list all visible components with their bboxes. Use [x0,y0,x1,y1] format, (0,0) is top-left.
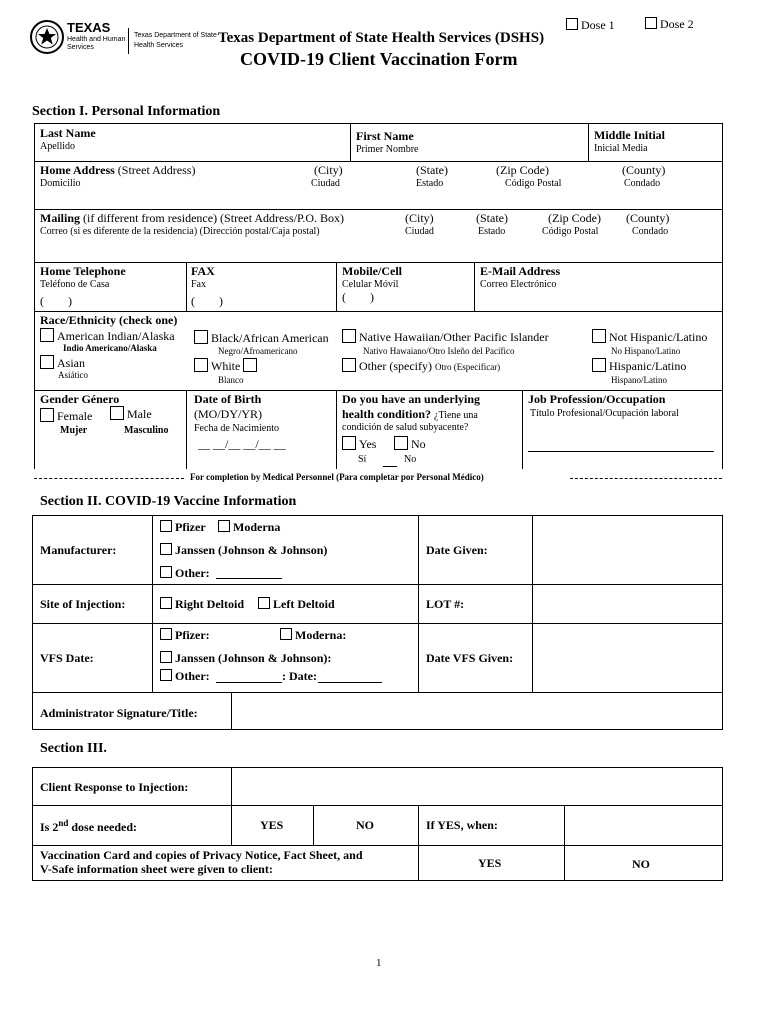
dob-es: Fecha de Nacimiento [194,423,279,434]
hispanic-es: Hispano/Latino [611,375,667,385]
middle-initial-label: Middle Initial [594,128,666,142]
card-yes[interactable]: YES [478,856,502,870]
vfs-date-label: VFS Date: [40,651,94,665]
separator-left [34,478,184,479]
vaccination-card-text2: V-Safe information sheet were given to client: [40,862,273,876]
form-title: COVID-19 Client Vaccination Form [240,49,518,69]
medical-personnel-note: For completion by Medical Personnel (Para completar por Personal Médico) [190,472,484,482]
dept-small1: Texas Department of State [134,32,217,39]
home-state-label: (State) [416,163,448,177]
date-vfs-given-label: Date VFS Given: [426,651,514,665]
vfs-janssen-option[interactable]: Janssen (Johnson & Johnson): [160,651,331,666]
home-city-es: Ciudad [311,178,340,189]
vfs-other-date-label: : Date: [282,669,317,683]
race-nh-es: Nativo Hawaiano/Otro Isleño del Pacífico [363,346,515,356]
job-label: Job Profession/Occupation [528,392,666,406]
home-county-es: Condado [624,178,661,189]
race-asian-option[interactable]: Asian [40,355,85,371]
dob-format: (MO/DY/YR) [194,407,262,421]
if-yes-when-label: If YES, when: [426,818,498,832]
hispanic-checkbox[interactable] [592,358,606,372]
lot-label: LOT #: [426,597,465,611]
section3-title: Section III. [40,741,107,756]
first-name-es: Primer Nombre [356,144,419,155]
health-no-checkbox[interactable] [394,436,408,450]
other-option[interactable]: Other: [160,566,210,581]
left-deltoid-checkbox[interactable] [258,597,270,609]
right-deltoid-option[interactable]: Right Deltoid [160,597,244,612]
gender-label: Gender Género [40,392,120,406]
moderna-checkbox[interactable] [218,520,230,532]
female-checkbox[interactable] [40,408,54,422]
dose2-checkbox[interactable] [645,17,657,29]
site-injection-label: Site of Injection: [40,597,126,611]
mobile-label: Mobile/Cell [342,264,402,278]
janssen-option[interactable]: Janssen (Johnson & Johnson) [160,543,327,558]
job-es: Título Profesional/Ocupación laboral [530,408,679,419]
date-given-field[interactable] [534,517,720,582]
dob-label: Date of Birth [194,392,262,406]
mailing-zip-label: (Zip Code) [548,211,601,225]
vfs-pfizer-checkbox[interactable] [160,628,172,640]
admin-signature-label: Administrator Signature/Title: [40,706,198,720]
separator-right [570,478,722,479]
other-checkbox[interactable] [160,566,172,578]
male-option[interactable]: Male [110,406,152,422]
health-no-es: No [404,454,417,465]
logo-state: TEXAS [67,20,111,35]
vfs-other-option[interactable]: Other: [160,669,210,684]
vfs-other-field[interactable] [216,682,282,683]
mailing-state-es: Estado [478,226,506,237]
moderna-option[interactable]: Moderna [218,520,280,535]
mobile-area[interactable]: ( ) [342,290,374,304]
texas-seal-icon [30,20,64,54]
home-address-label: Home Address (Street Address) [40,163,196,177]
race-white-option[interactable]: White [194,358,260,374]
race-black-option[interactable]: Black/African American [194,330,329,346]
race-title: Race/Ethnicity (check one) [40,313,178,327]
middle-initial-es: Inicial Media [594,143,648,154]
second-dose-no[interactable]: NO [356,818,374,832]
vfs-moderna-checkbox[interactable] [280,628,292,640]
card-no[interactable]: NO [632,857,650,871]
email-label: E-Mail Address [480,264,561,278]
mobile-es: Celular Móvil [342,279,399,290]
page-number: 1 [376,957,382,969]
admin-signature-field[interactable] [233,694,721,728]
second-dose-label: Is 2nd dose needed: [40,818,138,834]
client-response-field[interactable] [233,769,721,803]
janssen-checkbox[interactable] [160,543,172,555]
last-name-label: Last Name [40,126,96,140]
race-nh-option[interactable]: Native Hawaiian/Other Pacific Islander [342,329,549,345]
mailing-label: Mailing (if different from residence) (Street Address/P.O. Box) [40,211,345,225]
manufacturer-label: Manufacturer: [40,543,117,557]
home-telephone-es: Teléfono de Casa [40,279,110,290]
hispanic-option[interactable]: Hispanic/Latino [592,358,686,374]
dshs-logo [30,18,130,58]
first-name-label: First Name [356,129,414,143]
vfs-moderna-option[interactable]: Moderna: [280,628,346,643]
logo-sub1: Health and Human [67,36,126,43]
dose1-option[interactable]: Dose 1 [566,18,615,33]
race-nh-checkbox[interactable] [342,329,356,343]
vaccination-card-text1: Vaccination Card and copies of Privacy Notice, Fact Sheet, and [40,848,363,862]
race-ai-checkbox[interactable] [40,328,54,342]
right-deltoid-checkbox[interactable] [160,597,172,609]
health-question-1: Do you have an underlying [342,392,481,406]
home-city-label: (City) [314,163,343,177]
vfs-janssen-checkbox[interactable] [160,651,172,663]
client-response-label: Client Response to Injection: [40,780,189,794]
mailing-zip-es: Código Postal [542,226,599,237]
form-agency-title: Texas Department of State Health Services (DSHS) [218,30,545,46]
pfizer-checkbox[interactable] [160,520,172,532]
race-ai-es: Indio Americano/Alaska [63,343,157,353]
mailing-state-label: (State) [476,211,508,225]
not-hispanic-es: No Hispano/Latino [611,346,681,356]
race-black-es: Negro/Afroamericano [218,346,298,356]
mailing-es: Correo (si es diferente de la residencia) (Dirección postal/Caja postal) [40,226,320,237]
vfs-pfizer-option[interactable]: Pfizer: [160,628,210,643]
dose2-option[interactable]: Dose 2 [645,17,694,32]
not-hispanic-checkbox[interactable] [592,329,606,343]
not-hispanic-option[interactable]: Not Hispanic/Latino [592,329,707,345]
if-yes-when-field[interactable] [566,807,721,843]
race-white-checkbox[interactable] [194,358,208,372]
home-zip-label: (Zip Code) [496,163,549,177]
mailing-county-es: Condado [632,226,669,237]
email-es: Correo Electrónico [480,279,557,290]
last-name-field[interactable] [36,154,348,160]
section2-title: Section II. COVID-19 Vaccine Information [40,494,297,509]
race-white-checkbox-2[interactable] [243,358,257,372]
race-other-option[interactable]: Other (specify) Otro (Especificar) [342,358,500,374]
home-telephone-label: Home Telephone [40,264,126,278]
dose1-checkbox[interactable] [566,18,578,30]
job-field[interactable] [528,451,714,452]
left-deltoid-option[interactable]: Left Deltoid [258,597,335,612]
race-ai-option[interactable]: American Indian/Alaska [40,328,175,344]
fax-area[interactable]: ( ) [191,294,223,308]
logo-sub2: Services [67,44,94,51]
home-zip-es: Código Postal [505,178,562,189]
male-checkbox[interactable] [110,406,124,420]
mailing-city-es: Ciudad [405,226,434,237]
last-name-es: Apellido [40,141,75,152]
dept-small2: Health Services [134,42,184,49]
home-county-label: (County) [622,163,666,177]
home-state-es: Estado [416,178,444,189]
race-other-checkbox[interactable] [342,358,356,372]
health-yes-checkbox[interactable] [342,436,356,450]
fax-label: FAX [191,264,215,278]
health-yes-option[interactable]: Yes [342,436,376,452]
race-asian-checkbox[interactable] [40,355,54,369]
dob-field[interactable]: __ __/__ __/__ __ [198,437,286,451]
other-field[interactable] [216,578,282,579]
home-telephone-area[interactable]: ( ) [40,294,72,308]
fax-es: Fax [191,279,206,290]
female-option[interactable]: Female [40,408,92,424]
health-si-es: Sí [358,454,367,465]
mailing-city-label: (City) [405,211,434,225]
health-question-2: health condition? ¿Tiene una [342,407,478,421]
female-es: Mujer [60,425,88,436]
male-es: Masculino [124,425,169,436]
race-asian-es: Asiático [58,370,88,380]
section1-title: Section I. Personal Information [32,104,221,119]
health-no-option[interactable]: No [394,436,426,452]
race-black-checkbox[interactable] [194,330,208,344]
home-address-es: Domicilio [40,178,81,189]
vfs-other-checkbox[interactable] [160,669,172,681]
second-dose-yes[interactable]: YES [260,818,284,832]
mailing-county-label: (County) [626,211,670,225]
health-question-es: condición de salud subyacente? [342,422,469,433]
pfizer-option[interactable]: Pfizer [160,520,206,535]
race-white-es: Blanco [218,375,244,385]
vfs-other-date-field[interactable] [318,682,382,683]
date-given-label: Date Given: [426,543,488,557]
